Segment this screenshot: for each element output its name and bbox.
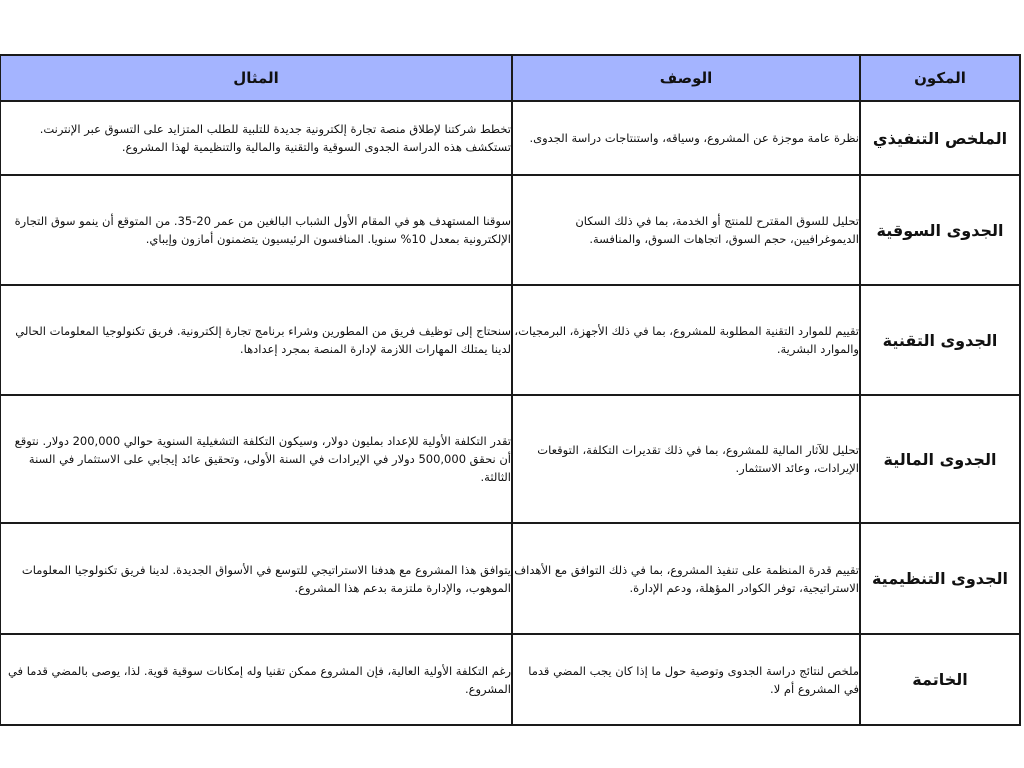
table-row bbox=[0, 634, 1020, 725]
description-cell: تقييم قدرة المنظمة على تنفيذ المشروع، بما في ذلك التوافق مع الأهداف الاستراتيجية، توفر الكوادر المؤهلة، ودعم الإدارة. bbox=[512, 523, 860, 634]
description-cell: تقييم للموارد التقنية المطلوبة للمشروع، بما في ذلك الأجهزة، البرمجيات، والموارد البشرية. bbox=[512, 285, 860, 395]
table-row bbox=[0, 523, 1020, 634]
table-header-row bbox=[0, 55, 1020, 101]
example-cell: تخطط شركتنا لإطلاق منصة تجارة إلكترونية جديدة للتلبية للطلب المتزايد على التسوق عبر الإنترنت. تستكشف هذه الدراسة الجدوى السوقية والتقنية والمالية والتنظيمية لهذا المشروع. bbox=[0, 101, 512, 175]
component-cell: الجدوى المالية bbox=[860, 395, 1020, 523]
example-cell: سنحتاج إلى توظيف فريق من المطورين وشراء برنامج تجارة إلكترونية. فريق تكنولوجيا المعلومات الحالي لدينا يمتلك المهارات اللازمة لإدارة المنصة بمجرد إعدادها. bbox=[0, 285, 512, 395]
description-cell: تحليل للآثار المالية للمشروع، بما في ذلك تقديرات التكلفة، التوقعات الإيرادات، وعائد الاستثمار. bbox=[512, 395, 860, 523]
table-row bbox=[0, 101, 1020, 175]
component-cell: الجدوى السوقية bbox=[860, 175, 1020, 285]
example-cell: سوقنا المستهدف هو في المقام الأول الشباب البالغين من عمر 20-35. من المتوقع أن ينمو سوق التجارة الإلكترونية بمعدل 10% سنويا. المنافسون الرئيسيون يتضمنون أمازون وإيباي. bbox=[0, 175, 512, 285]
feasibility-table bbox=[0, 54, 1021, 726]
table-row bbox=[0, 175, 1020, 285]
component-cell: الخاتمة bbox=[860, 634, 1020, 725]
example-cell: يتوافق هذا المشروع مع هدفنا الاستراتيجي للتوسع في الأسواق الجديدة. لدينا فريق تكنولوجيا المعلومات الموهوب، والإدارة ملتزمة بدعم هذا المشروع. bbox=[0, 523, 512, 634]
header-component: المكون bbox=[860, 55, 1020, 101]
description-cell: تحليل للسوق المقترح للمنتج أو الخدمة، بما في ذلك السكان الديموغرافيين، حجم السوق، اتجاهات السوق، والمنافسة. bbox=[512, 175, 860, 285]
component-cell: الجدوى التقنية bbox=[860, 285, 1020, 395]
description-cell: نظرة عامة موجزة عن المشروع، وسياقه، واستنتاجات دراسة الجدوى. bbox=[512, 101, 860, 175]
table-row bbox=[0, 395, 1020, 523]
header-example: المثال bbox=[0, 55, 512, 101]
table-row bbox=[0, 285, 1020, 395]
feasibility-study-document bbox=[1, 54, 1021, 726]
component-cell: الجدوى التنظيمية bbox=[860, 523, 1020, 634]
component-cell: الملخص التنفيذي bbox=[860, 101, 1020, 175]
example-cell: رغم التكلفة الأولية العالية، فإن المشروع ممكن تقنيا وله إمكانات سوقية قوية. لذا، يوصى بالمضي قدما في المشروع. bbox=[0, 634, 512, 725]
description-cell: ملخص لنتائج دراسة الجدوى وتوصية حول ما إذا كان يجب المضي قدما في المشروع أم لا. bbox=[512, 634, 860, 725]
example-cell: تقدر التكلفة الأولية للإعداد بمليون دولار، وسيكون التكلفة التشغيلية السنوية حوالي 200,000 دولار. نتوقع أن نحقق 500,000 دولار في الإيرادات في السنة الأولى، وتحقيق عائد إيجابي على الاستثمار في السنة الثالثة. bbox=[0, 395, 512, 523]
header-description: الوصف bbox=[512, 55, 860, 101]
